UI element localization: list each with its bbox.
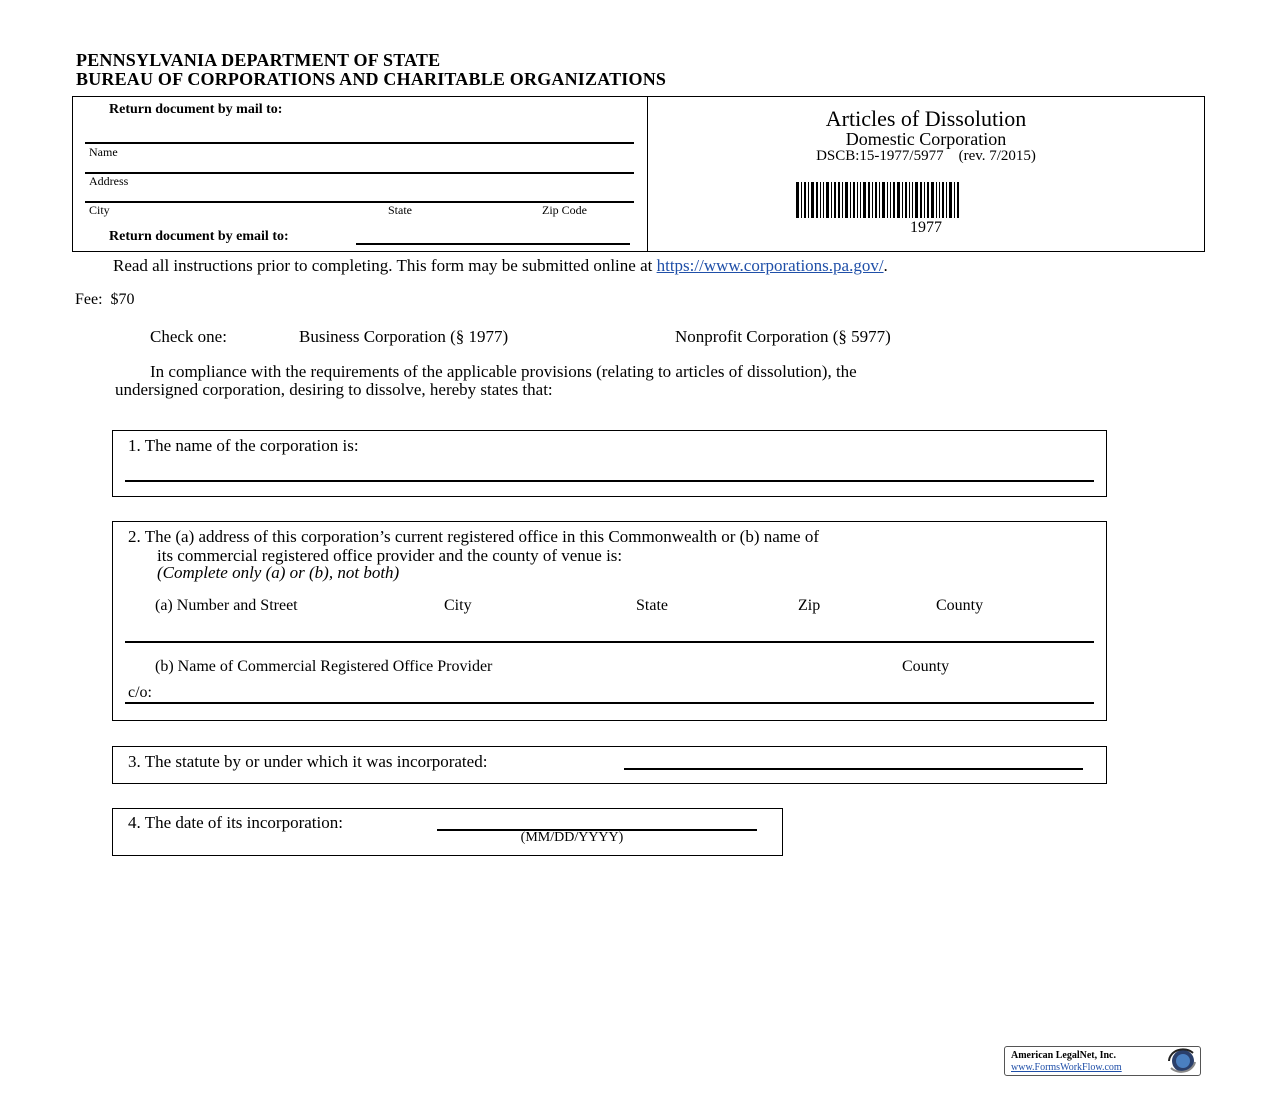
fee-amount: $70	[110, 291, 135, 308]
logo-company: American LegalNet, Inc.	[1011, 1050, 1116, 1061]
return-email-label: Return document by email to:	[109, 229, 289, 244]
barcode-bar	[882, 182, 885, 218]
barcode-bar	[868, 182, 870, 218]
barcode-bar	[820, 182, 821, 218]
section-2-line-2: its commercial registered office provider and the county of venue is:	[157, 546, 623, 565]
barcode-bar	[808, 182, 809, 218]
barcode-bar	[863, 182, 866, 218]
section-2-county-label: County	[936, 597, 984, 614]
section-3-label: 3. The statute by or under which it was incorporated:	[128, 752, 488, 771]
compliance-line-2: undersigned corporation, desiring to dissolve, hereby states that:	[115, 380, 553, 399]
department-title: PENNSYLVANIA DEPARTMENT OF STATE	[76, 50, 441, 70]
barcode-bar	[936, 182, 937, 218]
barcode-bar	[890, 182, 891, 218]
barcode-bar	[942, 182, 944, 218]
barcode-bar	[957, 182, 959, 218]
barcode-bar	[850, 182, 851, 218]
bureau-title: BUREAU OF CORPORATIONS AND CHARITABLE ORGANIZATIONS	[76, 69, 667, 89]
barcode-bar	[946, 182, 947, 218]
barcode-bar	[897, 182, 900, 218]
name-line[interactable]	[85, 142, 634, 144]
barcode-bar	[887, 182, 888, 218]
section-4-label: 4. The date of its incorporation:	[128, 813, 343, 832]
city-label: City	[89, 203, 110, 217]
barcode-bar	[905, 182, 907, 218]
section-1-label: 1. The name of the corporation is:	[128, 436, 359, 455]
form-subtitle: Domestic Corporation	[845, 129, 1007, 149]
instructions-sentence: Read all instructions prior to completing. This form may be submitted online at	[113, 256, 653, 275]
barcode-bar	[954, 182, 955, 218]
barcode-bar	[826, 182, 829, 218]
barcode-bar	[902, 182, 903, 218]
barcode-bar	[804, 182, 806, 218]
barcode-bar	[831, 182, 832, 218]
legalnet-logo[interactable]	[1004, 1046, 1201, 1076]
barcode-bar	[823, 182, 824, 218]
business-corporation-option[interactable]: Business Corporation (§ 1977)	[299, 327, 509, 346]
barcode-bar	[875, 182, 877, 218]
form-revision: (rev. 7/2015)	[958, 148, 1036, 164]
address-line[interactable]	[85, 172, 634, 174]
section-2-city-label: City	[444, 597, 472, 614]
barcode-bar	[796, 182, 799, 218]
form-title: Articles of Dissolution	[825, 106, 1027, 131]
provider-label: (b) Name of Commercial Registered Office Provider	[155, 658, 493, 675]
email-line[interactable]	[356, 243, 630, 245]
barcode-bar	[857, 182, 858, 218]
date-format-hint: (MM/DD/YYYY)	[520, 830, 624, 845]
barcode-bar	[920, 182, 922, 218]
check-one-label: Check one:	[150, 327, 227, 346]
barcode-number: 1977	[910, 219, 942, 236]
barcode-bar	[893, 182, 895, 218]
fee-line	[75, 291, 135, 309]
barcode-bar	[811, 182, 814, 218]
zip-code-label: Zip Code	[542, 203, 587, 217]
barcode-bar	[931, 182, 934, 218]
registered-office-address-line[interactable]	[125, 641, 1094, 643]
corporation-name-line[interactable]	[125, 480, 1094, 482]
barcode-bar	[939, 182, 940, 218]
barcode-bar	[845, 182, 848, 218]
barcode-bar	[816, 182, 818, 218]
form-code-line	[648, 148, 1204, 165]
barcode-bar	[915, 182, 918, 218]
barcode-bar	[801, 182, 802, 218]
care-of-label: c/o:	[128, 684, 152, 701]
barcode-bar	[912, 182, 913, 218]
number-street-label: (a) Number and Street	[155, 597, 298, 614]
form-code: DSCB:15-1977/5977	[816, 148, 944, 164]
barcode-bar	[879, 182, 880, 218]
barcode-bar	[834, 182, 836, 218]
provider-county-label: County	[902, 658, 950, 675]
barcode-bar	[927, 182, 929, 218]
section-2-zip-label: Zip	[798, 597, 821, 614]
statute-line[interactable]	[624, 768, 1083, 770]
barcode-bar	[872, 182, 873, 218]
barcode-bar	[838, 182, 840, 218]
instructions-period: .	[883, 256, 888, 275]
barcode-bar	[909, 182, 910, 218]
compliance-line-1: In compliance with the requirements of the applicable provisions (relating to articles of dissolution), the	[150, 362, 857, 381]
barcode-bar	[842, 182, 843, 218]
globe-icon	[1163, 1048, 1197, 1074]
provider-name-line[interactable]	[125, 702, 1094, 704]
section-2-state-label: State	[636, 597, 668, 614]
online-filing-link[interactable]: https://www.corporations.pa.gov/	[656, 256, 884, 275]
section-2-line-1: 2. The (a) address of this corporation’s current registered office in this Commonwealth or (b) name of	[128, 527, 819, 546]
fee-label: Fee:	[75, 291, 103, 308]
nonprofit-corporation-option[interactable]: Nonprofit Corporation (§ 5977)	[675, 327, 891, 346]
barcode-bar	[860, 182, 861, 218]
logo-url[interactable]: www.FormsWorkFlow.com	[1011, 1062, 1122, 1073]
address-label: Address	[89, 174, 129, 188]
barcode-bar	[949, 182, 952, 218]
return-mail-label: Return document by mail to:	[109, 102, 283, 117]
instructions-text	[113, 256, 888, 276]
barcode-bar	[924, 182, 925, 218]
barcode	[796, 182, 1056, 218]
barcode-bar	[853, 182, 855, 218]
state-label: State	[388, 203, 412, 217]
section-2-note: (Complete only (a) or (b), not both)	[157, 563, 400, 582]
name-label: Name	[89, 145, 118, 159]
